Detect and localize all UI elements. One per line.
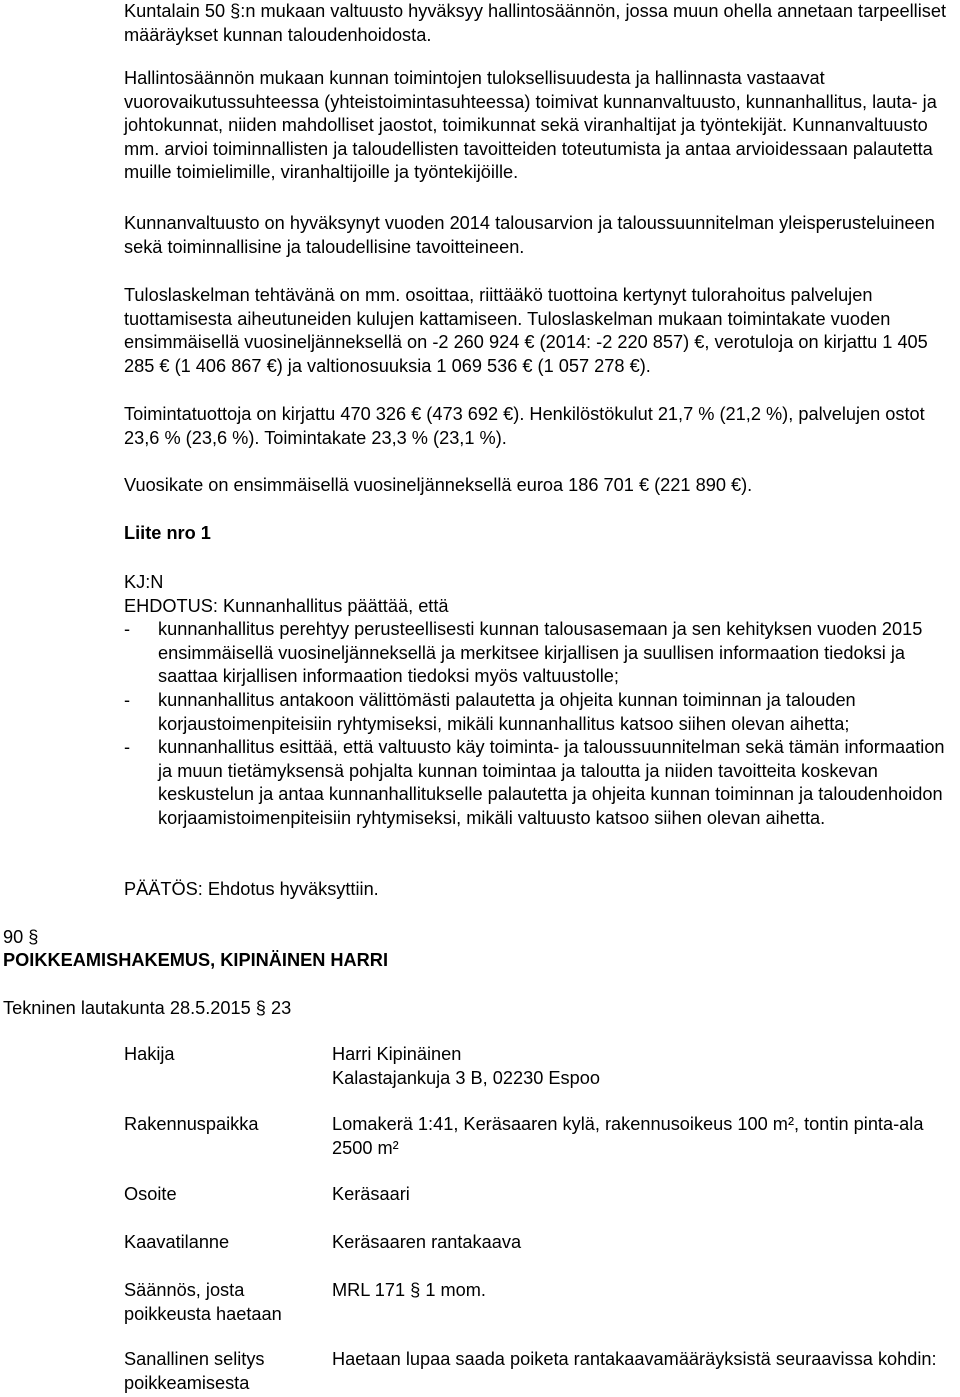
proposal-block <box>124 571 946 831</box>
detail-value: MRL 171 § 1 mom. <box>332 1280 486 1300</box>
proposal-item <box>124 736 946 830</box>
proposal-preparer: KJ:N <box>124 572 164 592</box>
decision: PÄÄTÖS: Ehdotus hyväksyttiin. <box>124 879 379 899</box>
intro-paragraph-1: Kuntalain 50 §:n mukaan valtuusto hyväksyy hallintosäännön, jossa muun ohella annetaan tarpeelliset määräykset kunnan taloudenhoidosta. <box>124 1 947 45</box>
proposal-heading: EHDOTUS: Kunnanhallitus päättää, että <box>124 595 449 616</box>
detail-key: Osoite <box>124 1184 177 1204</box>
detail-key: Kaavatilanne <box>124 1232 230 1252</box>
section-title: POIKKEAMISHAKEMUS, KIPINÄINEN HARRI <box>3 950 388 970</box>
list-dash: - <box>124 689 131 710</box>
detail-value: Keräsaari <box>332 1184 410 1204</box>
committee-reference: Tekninen lautakunta 28.5.2015 § 23 <box>3 998 292 1018</box>
list-dash: - <box>124 737 131 758</box>
detail-value: Haetaan lupaa saada poiketa rantakaavamääräyksistä seuraavissa kohdin: <box>332 1349 937 1369</box>
proposal-item-text: kunnanhallitus esittää, että valtuusto käy toiminta- ja taloussuunnitelman sekä tämän informaation ja muun tietämyksensä pohjalta kunnan toimintaa ja taloutta ja niiden tavoitteita koskevan keskustelun ja antaa kunnanhallitukselle palautetta ja ohjeita kunnan toiminnan ja taloudenhoidon korjaamistoimenpiteisiin ryhtymiseksi, mikäli valtuusto katsoo siihen olevan aihetta. <box>158 737 945 828</box>
proposal-item <box>124 618 946 689</box>
section-number: 90 § <box>3 927 39 947</box>
detail-key: Rakennuspaikka <box>124 1114 259 1134</box>
proposal-list <box>124 618 946 830</box>
intro-paragraph-5: Toimintatuottoja on kirjattu 470 326 € (473 692 €). Henkilöstökulut 21,7 % (21,2 %), palvelujen ostot 23,6 % (23,6 %). Toimintakate 23,3 % (23,1 %). <box>124 404 925 448</box>
detail-value: Harri Kipinäinen Kalastajankuja 3 B, 02230 Espoo <box>332 1044 600 1088</box>
attachment-label: Liite nro 1 <box>124 523 211 543</box>
detail-value: Lomakerä 1:41, Keräsaaren kylä, rakennusoikeus 100 m², tontin pinta-ala 2500 m² <box>332 1114 924 1158</box>
detail-value: Keräsaaren rantakaava <box>332 1232 522 1252</box>
proposal-item-text: kunnanhallitus antakoon välittömästi palautetta ja ohjeita kunnan toiminnan ja talouden korjaustoimenpiteisiin ryhtymiseksi, mikäli kunnanhallitus katsoo siihen olevan aihetta; <box>158 689 856 734</box>
intro-paragraph-2: Hallintosäännön mukaan kunnan toimintojen tuloksellisuudesta ja hallinnasta vastaavat vuorovaikutussuhteessa (yhteistoimintasuhteessa) toimivat kunnanvaltuusto, kunnanhallitus, lauta- ja johtokunnat, niiden mahdolliset jaostot, toimikunnat sekä viranhaltijat ja työntekijät. Kunnanvaltuusto mm. arvioi toiminnallisten ja taloudellisten tavoitteiden toteutumista ja antaa arvioidessaan palautetta muille toimielimille, viranhaltijoille ja työntekijöille. <box>124 68 937 183</box>
list-dash: - <box>124 619 131 640</box>
intro-paragraph-3: Kunnanvaltuusto on hyväksynyt vuoden 2014 talousarvion ja taloussuunnitelman yleisperusteluineen sekä toiminnallisine ja taloudellisine tavoitteineen. <box>124 213 935 257</box>
intro-paragraph-4: Tuloslaskelman tehtävänä on mm. osoittaa, riittääkö tuottoina kertynyt tulorahoitus palvelujen tuottamisesta aiheutuneiden kulujen kattamiseen. Tuloslaskelman mukaan toimintakate vuoden ensimmäisellä vuosineljänneksellä on -2 260 924 € (2014: -2 220 857) €, verotuloja on kirjattu 1 405 285 € (1 406 867 €) ja valtionosuuksia 1 069 536 € (1 057 278 €). <box>124 285 928 376</box>
detail-key: Hakija <box>124 1044 175 1064</box>
proposal-item <box>124 689 946 736</box>
proposal-item-text: kunnanhallitus perehtyy perusteellisesti kunnan talousasemaan ja sen kehityksen vuoden 2015 ensimmäisellä vuosineljänneksellä ja merkitsee kirjallisen ja suullisen informaation tiedoksi ja saattaa kirjallisen informaation tiedoksi myös valtuustolle; <box>158 619 923 687</box>
detail-key: Säännös, josta poikkeusta haetaan <box>124 1280 282 1324</box>
intro-paragraph-6: Vuosikate on ensimmäisellä vuosineljänneksellä euroa 186 701 € (221 890 €). <box>124 475 753 495</box>
detail-key: Sanallinen selitys poikkeamisesta <box>124 1349 265 1393</box>
